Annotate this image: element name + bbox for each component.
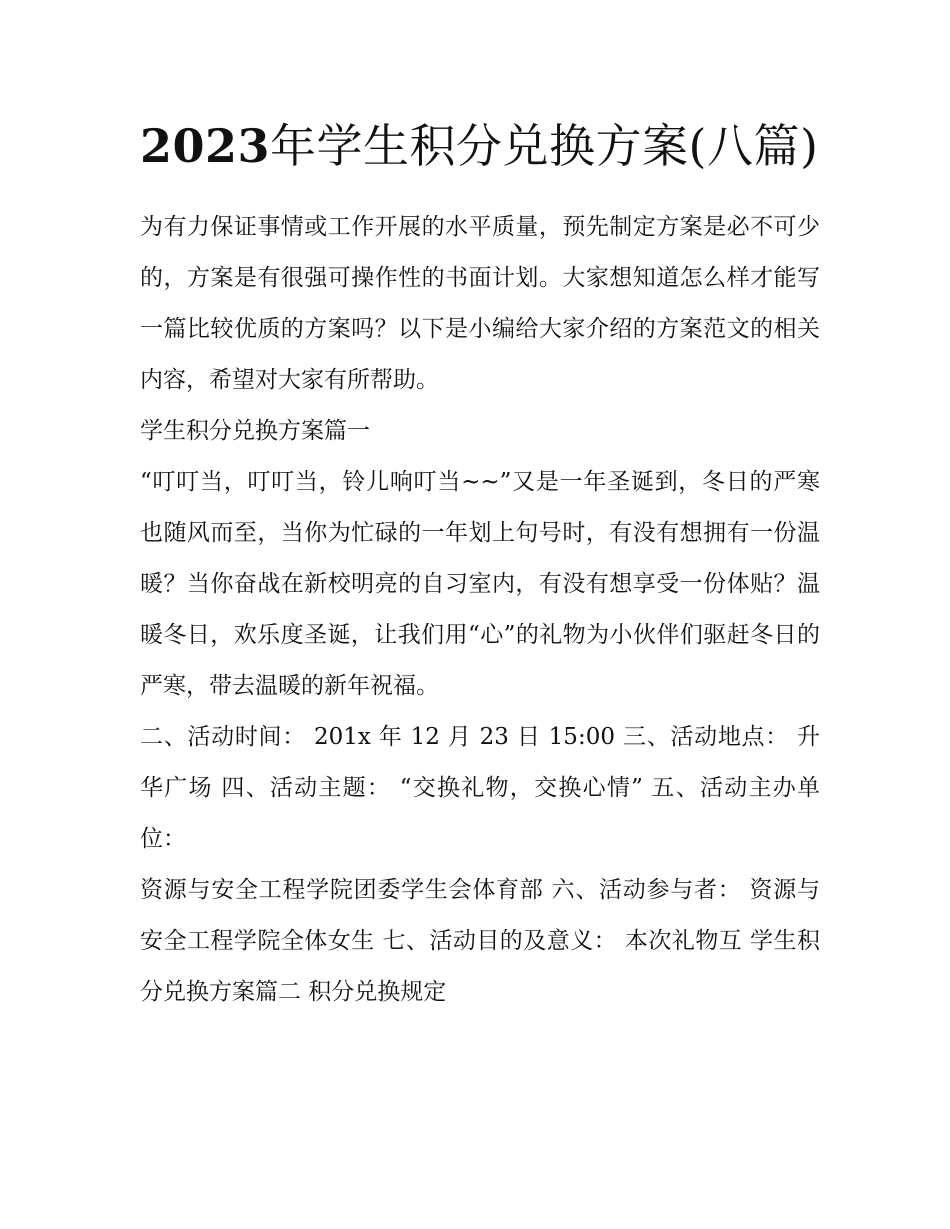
christmas-paragraph: “叮叮当，叮叮当，铃儿响叮当~~”又是一年圣诞到，冬日的严寒也随风而至，当你为忙碌的一年划上句号时，有没有想拥有一份温暖？当你奋战在新校明亮的自习室内，有没有想享受一份体贴？温暖冬日，欢乐度圣诞，让我们用“心”的礼物为小伙伴们驱赶冬日的严寒，带去温暖的新年祝福。 <box>140 469 820 699</box>
title-year: 2023 <box>140 119 271 173</box>
activity-details-paragraph: 二、活动时间： 201x 年 12 月 23 日 15:00 三、活动地点： 升华广场 四、活动主题： “交换礼物，交换心情” 五、活动主办单位： <box>140 724 820 852</box>
section-heading-1: 学生积分兑换方案篇一 <box>140 418 370 444</box>
intro-paragraph: 为有力保证事情或工作开展的水平质量，预先制定方案是必不可少的，方案是有很强可操作性的书面计划。大家想知道怎么样才能写一篇比较优质的方案吗？以下是小编给大家介绍的方案范文的相关内容，希望对大家有所帮助。 <box>140 214 820 393</box>
document-page <box>140 110 820 1018</box>
organizer-paragraph: 资源与安全工程学院团委学生会体育部 六、活动参与者： 资源与安全工程学院全体女生 七、活动目的及意义： 本次礼物互 学生积分兑换方案篇二 积分兑换规定 <box>140 877 820 1005</box>
document-title <box>140 110 820 182</box>
title-text: 年学生积分兑换方案(八篇) <box>270 119 819 173</box>
document-body <box>140 202 820 1018</box>
